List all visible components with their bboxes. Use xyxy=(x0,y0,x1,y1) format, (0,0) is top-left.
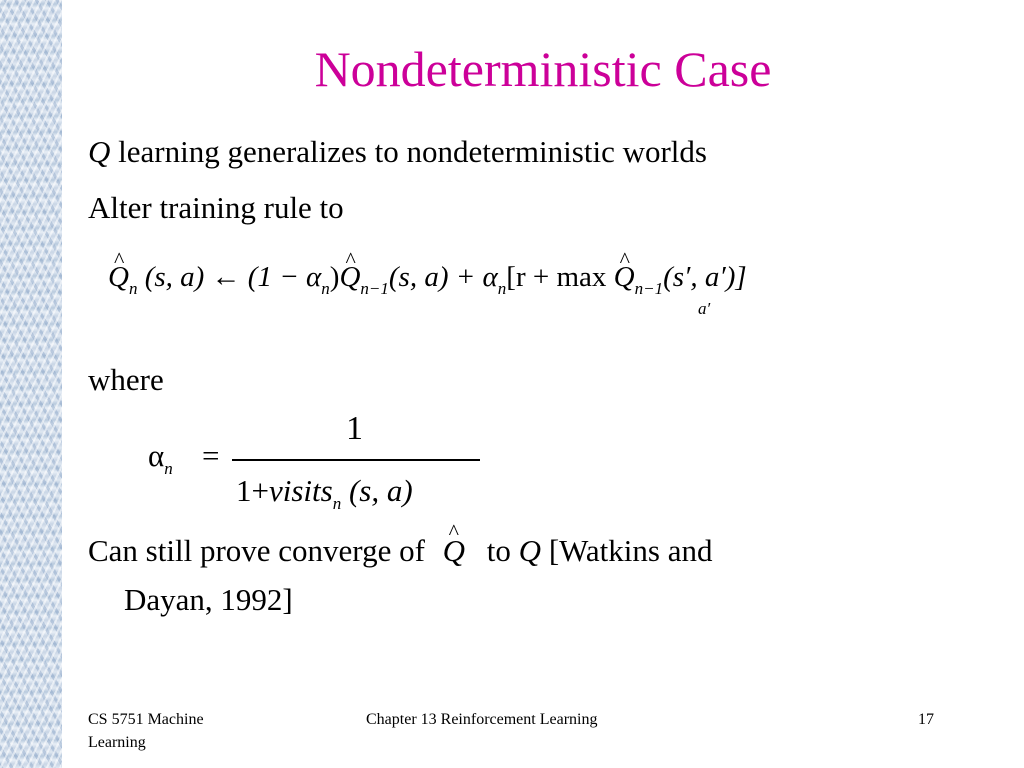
subscript: n xyxy=(164,459,173,478)
formula-text: (s′, a′)] xyxy=(663,261,747,293)
update-rule-formula xyxy=(108,261,747,298)
footer-page-number: 17 xyxy=(918,711,934,728)
bullet-line-1 xyxy=(88,134,707,170)
formula-text: (s, a) + α xyxy=(388,261,498,293)
formula-text: [r + max xyxy=(506,261,607,293)
subscript: n−1 xyxy=(360,279,389,298)
alpha-symbol xyxy=(148,438,173,478)
subscript: n xyxy=(332,494,342,513)
bullet-line-3-cont: Dayan, 1992] xyxy=(124,582,293,617)
formula-text: 1+ xyxy=(236,473,269,508)
fraction-bar xyxy=(232,459,480,461)
slide-title: Nondeterministic Case xyxy=(314,41,772,97)
alpha: α xyxy=(148,438,165,473)
q-hat: ^ Q xyxy=(339,263,360,292)
formula-text: (s, a) ← (1 − α xyxy=(144,261,322,293)
where-label: where xyxy=(88,362,164,397)
bullet-line-3 xyxy=(88,533,712,569)
max-subscript: a′ xyxy=(698,299,711,318)
subscript: n xyxy=(321,279,330,298)
decorative-strip xyxy=(0,0,62,768)
q-hat: ^ Q xyxy=(108,263,129,292)
footer-course: CS 5751 Machine Learning xyxy=(88,711,204,752)
subscript: n xyxy=(128,279,138,298)
formula-text: (s, a) xyxy=(348,473,413,508)
fraction-denominator xyxy=(236,473,413,513)
q-hat: ^ Q xyxy=(614,263,635,292)
equals-sign: = xyxy=(202,438,220,473)
formula-text: ) xyxy=(329,261,340,293)
line-1-text: learning generalizes to nondeterministic worlds xyxy=(110,134,707,169)
footer-chapter: Chapter 13 Reinforcement Learning xyxy=(366,711,598,728)
q-symbol: Q xyxy=(518,533,542,568)
bullet-line-2: Alter training rule to xyxy=(88,190,344,225)
subscript: n xyxy=(497,279,507,298)
line-3-text: [Watkins and xyxy=(548,533,713,568)
formula-text: visits xyxy=(268,473,333,508)
line-3-text: Can still prove converge of xyxy=(88,533,425,568)
q-symbol: Q xyxy=(88,134,111,169)
q-hat-inline: ^ Q xyxy=(443,533,465,569)
fraction-numerator: 1 xyxy=(346,410,363,447)
line-3-text: to xyxy=(486,533,511,568)
subscript: n−1 xyxy=(634,279,664,298)
